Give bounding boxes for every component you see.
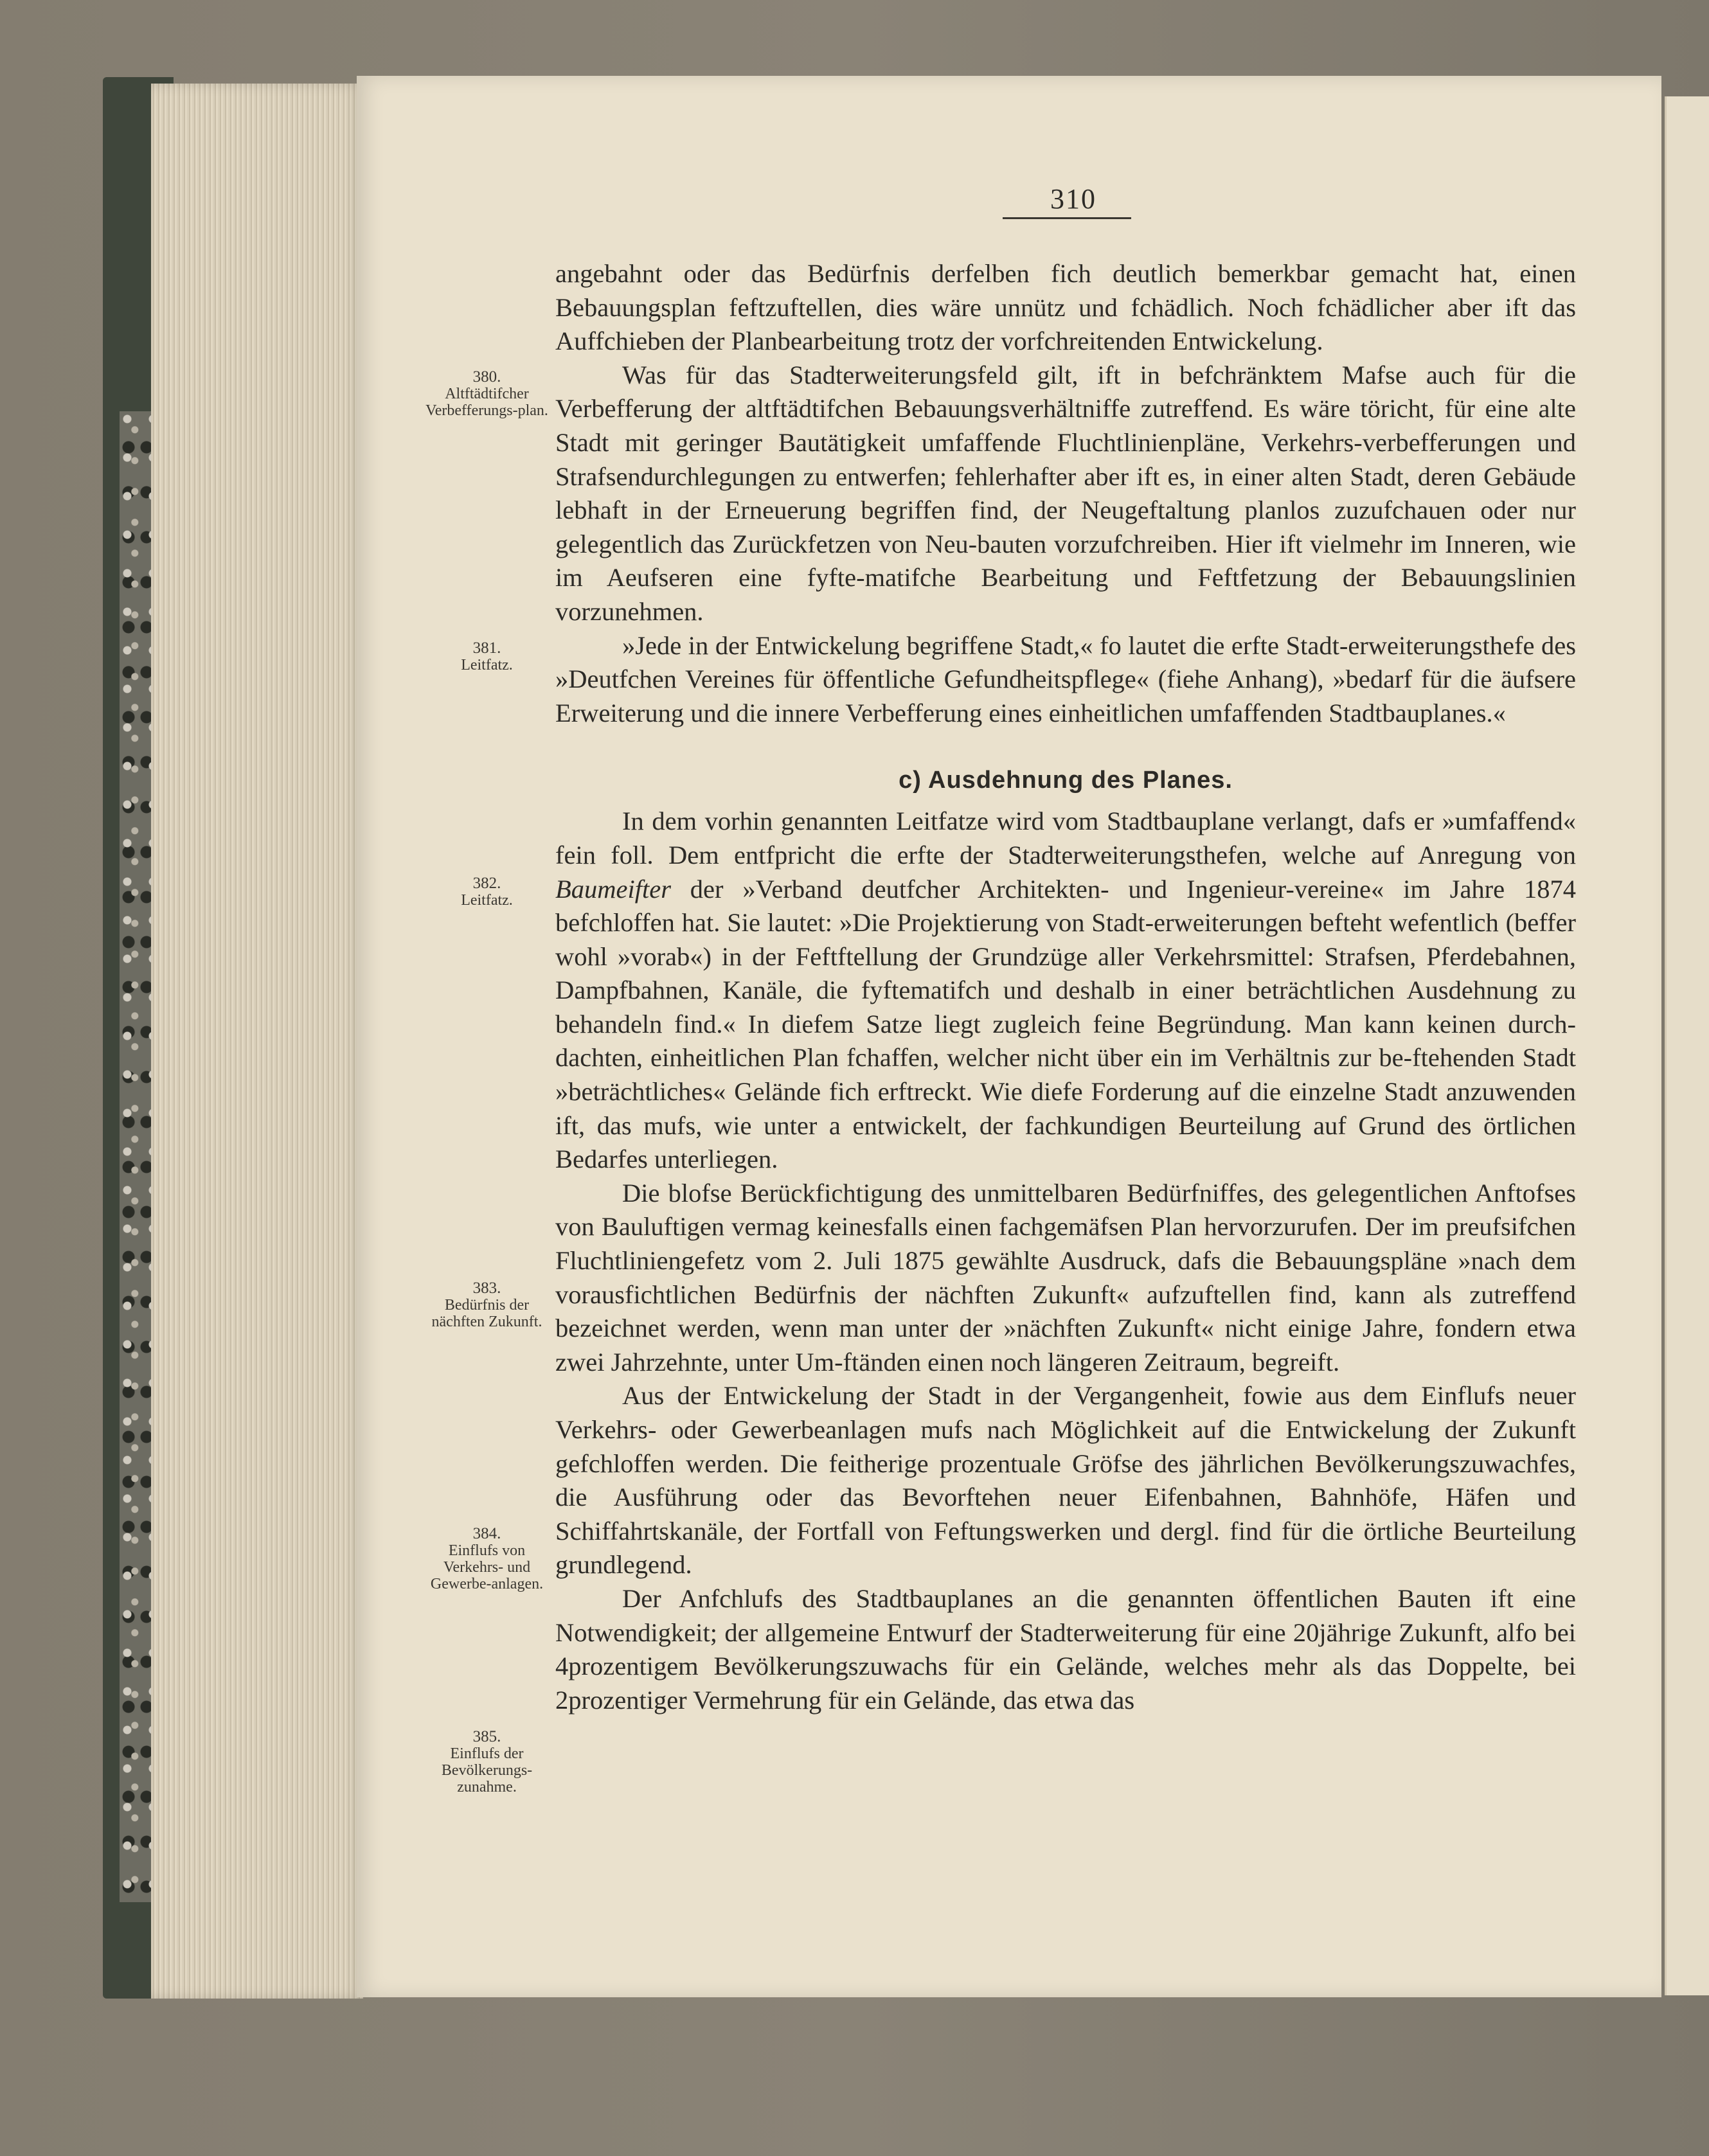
paragraph-382-text-a: In dem vorhin genannten Leitfatze wird vom Stadtbauplane verlangt, dafs er »umfaffend« fein foll. Dem entfpricht die erfte der Stadterweiterungsthefen, welche auf Anregung von [555, 806, 1576, 869]
margin-note-384 [418, 1526, 556, 1592]
margin-note-383 [418, 1280, 556, 1330]
margin-note-text: Leitfatz. [461, 657, 513, 673]
body-text [555, 257, 1576, 1717]
facing-page-edge [1665, 96, 1709, 1995]
paragraph-380: Was für das Stadterweiterungsfeld gilt, ift in befchränktem Mafse auch für die Verbefferung der altftädtifchen Bebauungsverhältniffe zutreffend. Es wäre töricht, für eine alte Stadt mit geringer Bautätigkeit umfaffende Fluchtlinienpläne, Verkehrs-verbefferungen und Strafsendurchlegungen zu entwerfen; fehlerhafter aber ift es, in einer alten Stadt, deren Gebäude lebhaft in der Erneuerung begriffen find, der Neugeftaltung planlos zuzufchauen oder nur gelegentlich das Zurückfetzen von Neu-bauten vorzufchreiben. Hier ift vielmehr im Inneren, wie im Aeufseren eine fyfte-matifche Bearbeitung und Feftfetzung der Bebauungslinien vorzunehmen. [555, 360, 1576, 626]
margin-note-text: Einflufs der Bevölkerungs-zunahme. [441, 1745, 533, 1795]
paragraph-continuation: angebahnt oder das Bedürfnis derfelben fich deutlich bemerkbar gemacht hat, einen Bebauungsplan feftzuftellen, dies wäre unnütz und fchädlich. Noch fchädlicher aber ift das Auffchieben der Planbearbeitung trotz der vorfchreitenden Entwickelung. [555, 259, 1576, 356]
margin-note-380 [418, 369, 556, 419]
paragraph-383: Die blofse Berückfichtigung des unmittelbaren Bedürfniffes, des gelegentlichen Anftofses von Bauluftigen vermag keinesfalls einen fachgemäfsen Plan hervorzurufen. Der im preufsifchen Fluchtliniengefetz vom 2. Juli 1875 gewählte Ausdruck, dafs die Bebauungspläne »nach dem vorausfichtlichen Bedürfnis der nächften Zukunft« aufzuftellen find, kann als zutreffend bezeichnet werden, wenn man unter der »nächften Zukunft« nicht einige Jahre, fondern etwa zwei Jahrzehnte, unter Um-ftänden einen noch längeren Zeitraum, begreift. [555, 1178, 1576, 1376]
margin-note-text: Bedürfnis der nächften Zukunft. [431, 1297, 542, 1330]
margin-note-number: 384. [472, 1525, 501, 1542]
paragraph-384: Aus der Entwickelung der Stadt in der Vergangenheit, fowie aus dem Einflufs neuer Verkehrs- oder Gewerbeanlagen mufs nach Möglichkeit auf die Entwickelung der Zukunft gefchloffen werden. Die feitherige prozentuale Gröfse des jährlichen Bevölkerungszuwachfes, die Ausführung oder das Bevorftehen neuer Eifenbahnen, Bahnhöfe, Häfen und Schiffahrtskanäle, der Fortfall von Feftungswerken und dergl. find für die örtliche Beurteilung grundlegend. [555, 1381, 1576, 1580]
margin-note-number: 385. [472, 1728, 501, 1745]
margin-note-number: 383. [472, 1279, 501, 1297]
paragraph-381: »Jede in der Entwickelung begriffene Stadt,« fo lautet die erfte Stadt-erweiterungsthefe des »Deutfchen Vereines für öffentliche Gefundheitspflege« (fiehe Anhang), »bedarf für die äufsere Erweiterung und die innere Verbefferung eines einheitlichen umfaffenden Stadtbauplanes.« [555, 630, 1576, 727]
author-name: Baumeifter [555, 874, 671, 904]
margin-note-text: Leitfatz. [461, 892, 513, 909]
margin-note-381 [418, 640, 556, 673]
margin-note-text: Altftädtifcher Verbefferungs-plan. [425, 386, 548, 419]
section-heading: c) Ausdehnung des Planes. [899, 767, 1233, 794]
margin-note-number: 382. [472, 875, 501, 892]
paragraph-382-text-b: der »Verband deutfcher Architekten- und Ingenieur-vereine« im Jahre 1874 befchloffen hat. Sie lautet: »Die Projektierung von Stadt-erweiterungen befteht wefentlich (beffer wohl »vorab«) in der Feftftellung der Grundzüge aller Verkehrsmittel: Strafsen, Pferdebahnen, Dampfbahnen, Kanäle, die fyftematifch und deshalb in einer beträchtlichen Ausdehnung zu behandeln find.« In diefem Satze liegt zugleich feine Begründung. Man kann keinen durch-dachten, einheitlichen Plan fchaffen, welcher nicht über ein im Verhältnis zur be-ftehenden Stadt »beträchtliches« Gelände fich erftreckt. Wie diefe Forderung auf die einzelne Stadt anzuwenden ift, das mufs, wie unter a entwickelt, der fachkundigen Beurteilung auf Grund des örtlichen Bedarfes unterliegen. [555, 874, 1576, 1174]
margin-note-385 [418, 1729, 556, 1795]
margin-note-text: Einflufs von Verkehrs- und Gewerbe-anlagen. [430, 1542, 544, 1592]
paragraph-385: Der Anfchlufs des Stadtbauplanes an die genannten öffentlichen Bauten ift eine Notwendigkeit; der allgemeine Entwurf der Stadterweiterung für eine 20jährige Zukunft, alfo bei 4prozentigem Bevölkerungszuwachs für ein Gelände, welches mehr als das Doppelte, bei 2prozentiger Vermehrung für ein Gelände, das etwa das [555, 1583, 1576, 1715]
margin-note-382 [418, 875, 556, 909]
page-edges [151, 84, 363, 1999]
margin-note-number: 381. [472, 639, 501, 657]
paragraph-382 [555, 805, 1576, 1177]
page-number: 310 [1050, 183, 1096, 215]
page-number-rule [1003, 217, 1131, 219]
margin-note-number: 380. [472, 368, 501, 386]
